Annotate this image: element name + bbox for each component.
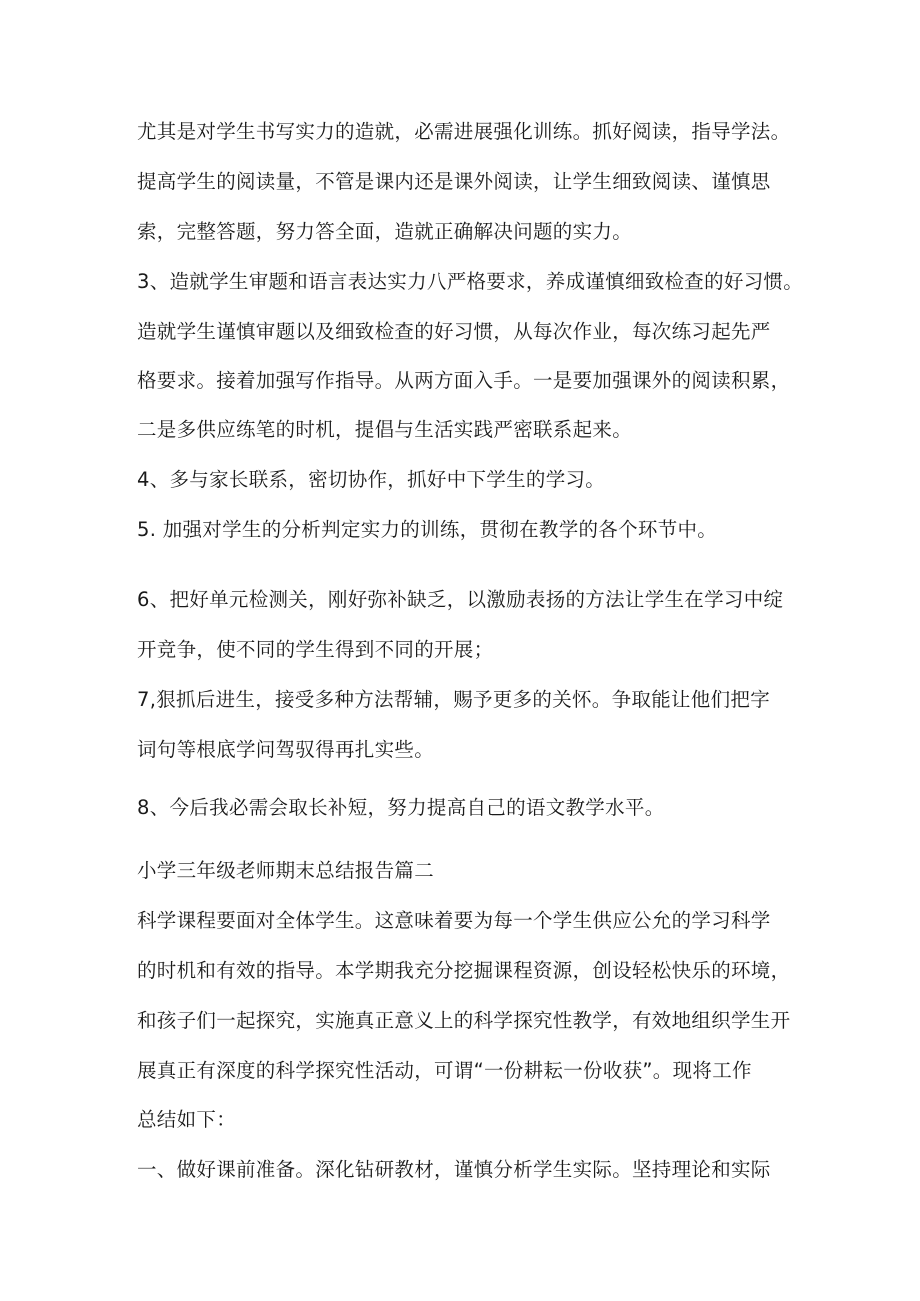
text-line: 总结如下：: [137, 1108, 237, 1131]
text-line: 科学课程要面对全体学生。这意味着要为每一个学生供应公允的学习科学: [137, 909, 771, 932]
text-line: 的时机和有效的指导。本学期我充分挖掘课程资源，创设轻松快乐的环境，: [137, 959, 791, 982]
text-line: 造就学生谨慎审题以及细致检查的好习惯，从每次作业，每次练习起先严: [137, 320, 771, 343]
text-line: 词句等根底学问驾驭得再扎实些。: [137, 738, 435, 761]
text-line: 开竞争，使不同的学生得到不同的开展；: [137, 638, 494, 661]
text-line: 4、多与家长联系，密切协作，抓好中下学生的学习。: [137, 468, 606, 491]
section-heading: 小学三年级老师期末总结报告篇二: [137, 859, 435, 882]
text-line: 提高学生的阅读量，不管是课内还是课外阅读，让学生细致阅读、谨慎思: [137, 170, 771, 193]
text-line: 尤其是对学生书写实力的造就，必需进展强化训练。抓好阅读，指导学法。: [137, 120, 791, 143]
text-line: 和孩子们一起探究，实施真正意义上的科学探究性教学，有效地组织学生开: [137, 1009, 791, 1032]
text-line: 格要求。接着加强写作指导。从两方面入手。一是要加强课外的阅读积累，: [137, 369, 791, 392]
text-line: 3、造就学生审题和语言表达实力八严格要求，养成谨慎细致检查的好习惯。: [137, 270, 804, 293]
text-line: 6、把好单元检测关，刚好弥补缺乏，以激励表扬的方法让学生在学习中绽: [137, 588, 784, 611]
text-line: 5. 加强对学生的分析判定实力的训练，贯彻在教学的各个环节中。: [137, 518, 718, 541]
text-line: 展真正有深度的科学探究性活动，可谓“一份耕耘一份收获”。现将工作: [137, 1059, 752, 1082]
text-line: 二是多供应练笔的时机，提倡与生活实践严密联系起来。: [137, 418, 633, 441]
text-line: 7,狠抓后进生，接受多种方法帮辅，赐予更多的关怀。争取能让他们把字: [137, 688, 771, 711]
text-line: 8、今后我必需会取长补短，努力提高自己的语文教学水平。: [137, 796, 665, 819]
text-line: 一、做好课前准备。深化钻研教材，谨慎分析学生实际。坚持理论和实际: [137, 1158, 771, 1181]
text-line: 索，完整答题，努力答全面，造就正确解决问题的实力。: [137, 220, 633, 243]
